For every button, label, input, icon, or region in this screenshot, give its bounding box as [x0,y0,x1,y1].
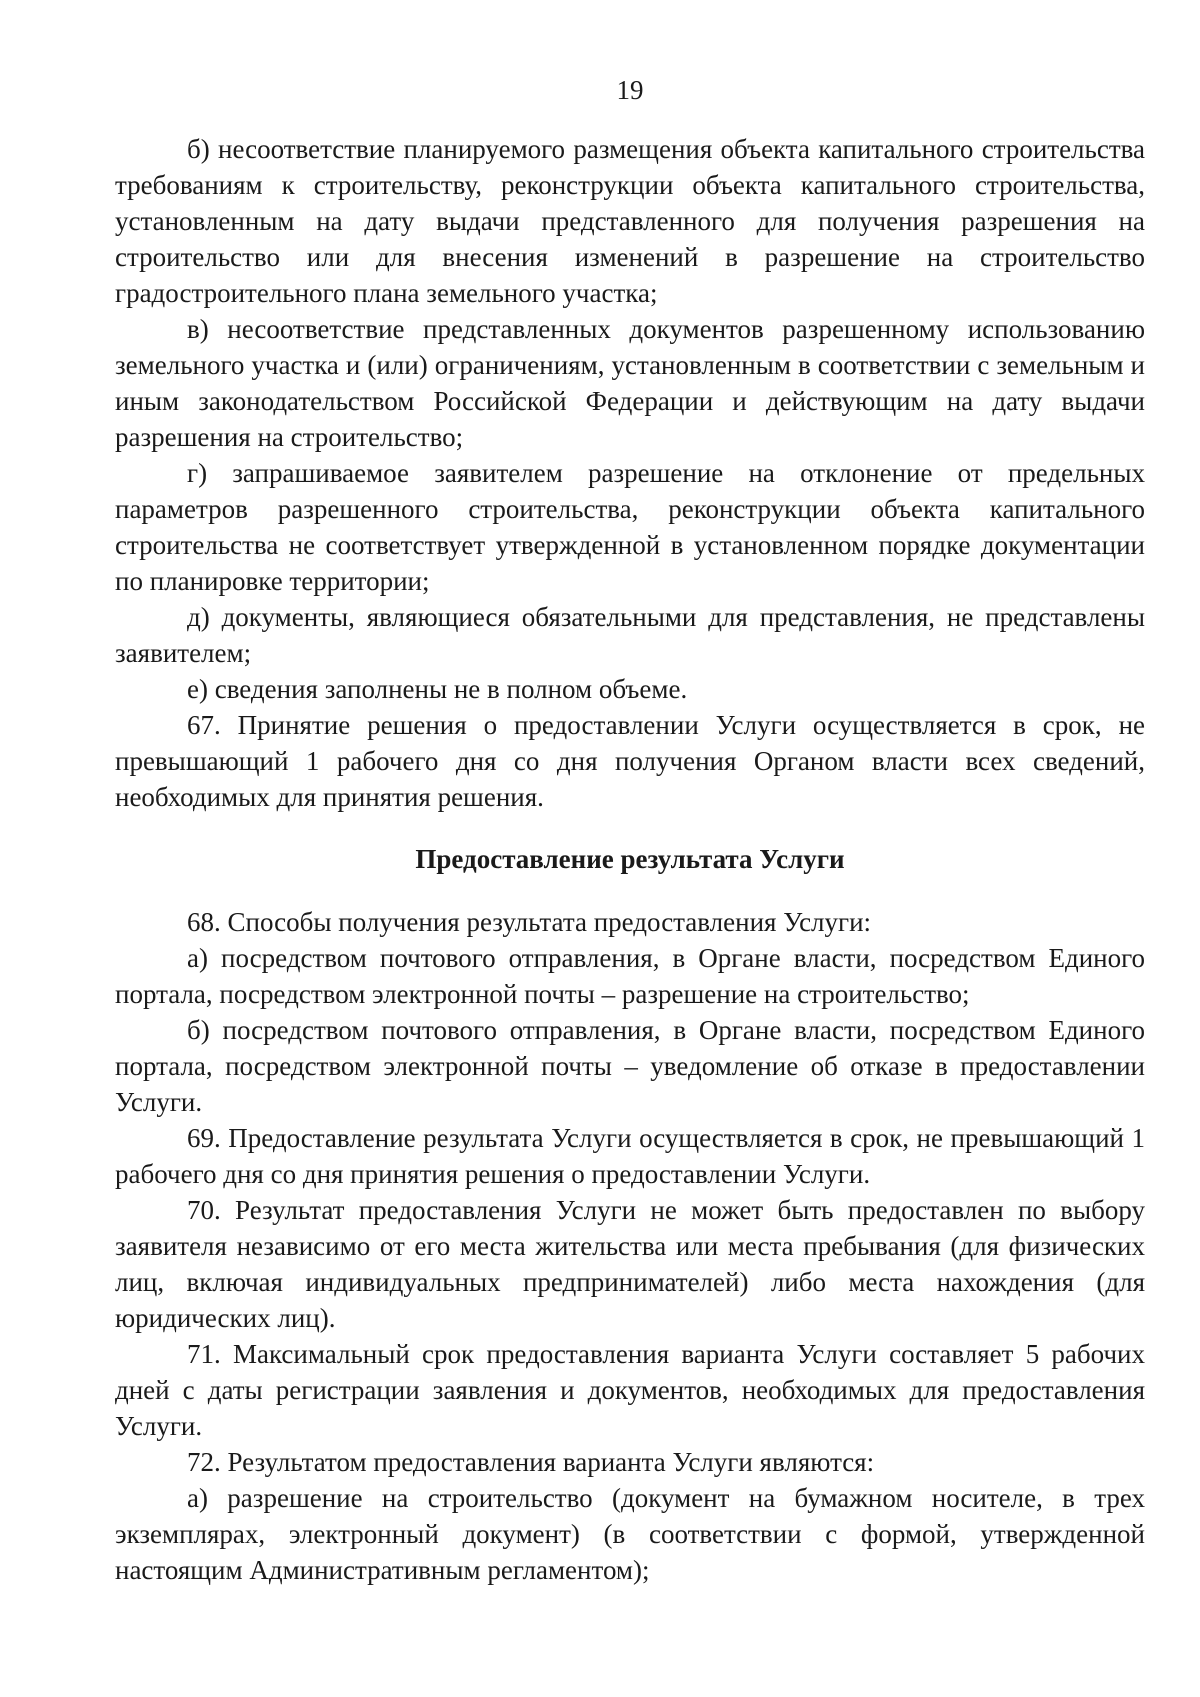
paragraph-item-d: д) документы, являющиеся обязательными для представления, не представлены заявителем; [115,602,1145,668]
paragraph-71: 71. Максимальный срок предоставления варианта Услуги составляет 5 рабочих дней с даты регистрации заявления и документов, необходимых для предоставления Услуги. [115,1339,1145,1441]
paragraph-item-g: г) запрашиваемое заявителем разрешение на отклонение от предельных параметров разрешенного строительства, реконструкции объекта капитального строительства не соответствует утвержденной в установленном порядке документации по планировке территории; [115,458,1145,596]
paragraph-68-a: а) посредством почтового отправления, в Органе власти, посредством Единого портала, посредством электронной почты – разрешение на строительство; [115,943,1145,1009]
page-number: 19 [616,75,644,105]
paragraph-item-e: е) сведения заполнены не в полном объеме. [187,674,688,704]
section-heading: Предоставление результата Услуги [415,844,845,874]
paragraph-68: 68. Способы получения результата предоставления Услуги: [187,907,872,937]
document-body [115,131,1145,1588]
paragraph-70: 70. Результат предоставления Услуги не может быть предоставлен по выбору заявителя независимо от его места жительства или места пребывания (для физических лиц, включая индивидуальных предпринимателей) либо места нахождения (для юридических лиц). [115,1195,1145,1333]
paragraph-item-v: в) несоответствие представленных документов разрешенному использованию земельного участка и (или) ограничениям, установленным в соответствии с земельным и иным законодательством Российской Федерации и действующим на дату выдачи разрешения на строительство; [115,314,1145,452]
paragraph-72-a: а) разрешение на строительство (документ на бумажном носителе, в трех экземплярах, электронный документ) (в соответствии с формой, утвержденной настоящим Административным регламентом); [115,1483,1145,1585]
paragraph-item-b: б) несоответствие планируемого размещения объекта капитального строительства требованиям к строительству, реконструкции объекта капитального строительства, установленным на дату выдачи представленного для получения разрешения на строительство или для внесения изменений в разрешение на строительство градостроительного плана земельного участка; [115,134,1145,308]
paragraph-72: 72. Результатом предоставления варианта Услуги являются: [187,1447,875,1477]
paragraph-68-b: б) посредством почтового отправления, в Органе власти, посредством Единого портала, посредством электронной почты – уведомление об отказе в предоставлении Услуги. [115,1015,1145,1117]
paragraph-67: 67. Принятие решения о предоставлении Услуги осуществляется в срок, не превышающий 1 рабочего дня со дня получения Органом власти всех сведений, необходимых для принятия решения. [115,710,1145,812]
paragraph-69: 69. Предоставление результата Услуги осуществляется в срок, не превышающий 1 рабочего дня со дня принятия решения о предоставлении Услуги. [115,1123,1145,1189]
